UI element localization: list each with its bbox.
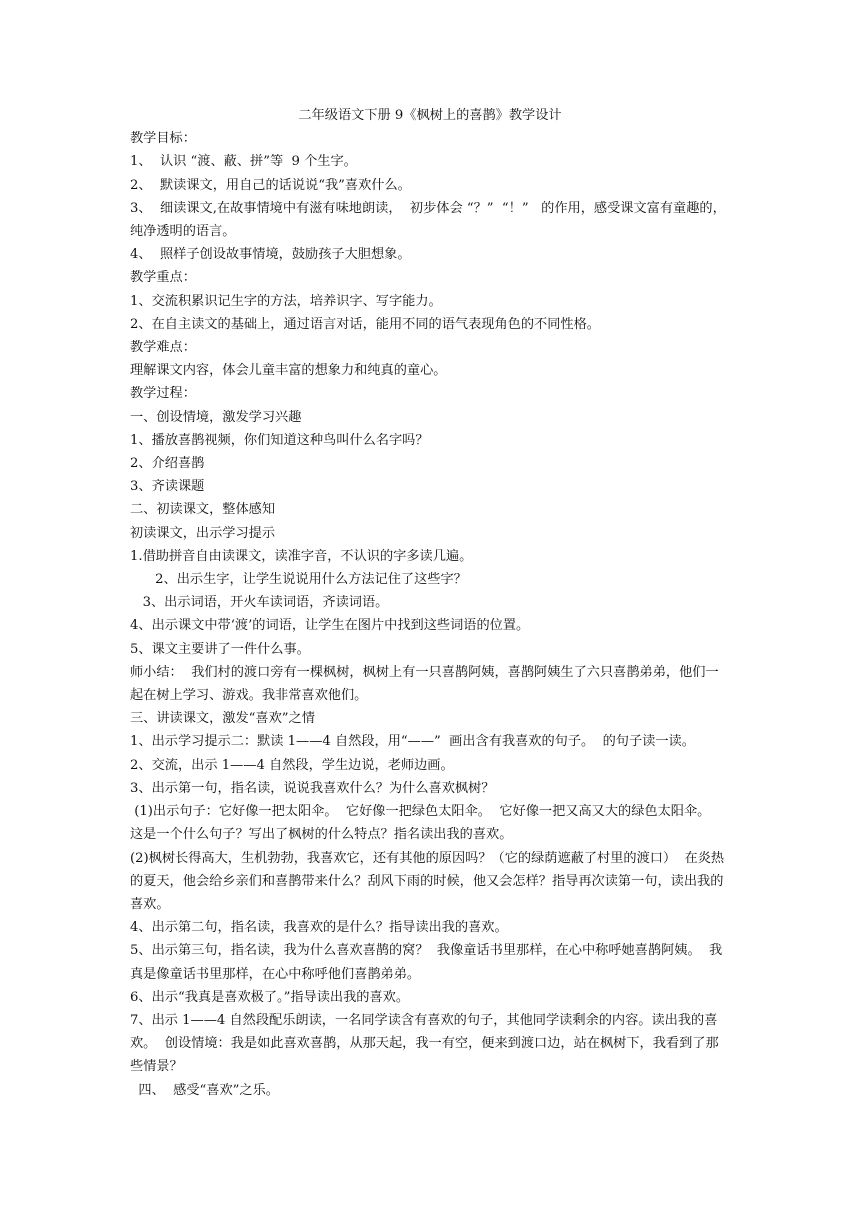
text-line: 1、交流积累识记生字的方法，培养识字、写字能力。: [130, 293, 442, 309]
text-line: 3、出示第一句，指名读，说说我喜欢什么？为什么喜欢枫树？: [130, 780, 495, 796]
text-line: 三、讲读课文，激发“喜欢”之情: [130, 711, 315, 727]
text-line: 4、 照样子创设故事情境，鼓励孩子大胆想象。: [130, 247, 411, 263]
document-body: [130, 127, 730, 1102]
text-line: 7、出示 1——4 自然段配乐朗读，一名同学读含有喜欢的句子，其他同学读剩余的内容。读出我的喜欢。 创设情境：我是如此喜欢喜鹊，从那天起，我一有空，便来到渡口边，站在枫树下，我看到了那些情景？: [130, 1012, 719, 1075]
text-line: 5、出示第三句，指名读，我为什么喜欢喜鹊的窝？ 我像童话书里那样，在心中称呼她喜鹊阿姨。 我真是像童话书里那样，在心中称呼他们喜鹊弟弟。: [130, 943, 723, 982]
text-line: 1、 认识 “渡、蔽、拼”等 9 个生字。: [130, 154, 357, 170]
text-line: 2、出示生字，让学生说说用什么方法记住了这些字？: [130, 572, 467, 588]
text-line: 3、出示词语，开火车读词语，齐读词语。: [130, 595, 389, 611]
text-line: 二、初读课文，整体感知: [130, 502, 276, 518]
text-line: (1)出示句子：它好像一把太阳伞。 它好像一把绿色太阳伞。 它好像一把又高又大的绿色太阳伞。 这是一个什么句子？写出了枫树的什么特点？指名读出我的喜欢。: [130, 804, 719, 843]
text-line: 1、播放喜鹊视频，你们知道这种鸟叫什么名字吗？: [130, 432, 429, 448]
text-line: 四、 感受“喜欢”之乐。: [130, 1082, 279, 1098]
text-line: 2、 默读课文，用自己的话说说“我”喜欢什么。: [130, 177, 411, 193]
text-line: 4、出示课文中带‘渡’的词语，让学生在图片中找到这些词语的位置。: [130, 618, 530, 634]
text-line: 6、出示“我真是喜欢极了。”指导读出我的喜欢。: [130, 989, 410, 1005]
text-line: 2、在自主读文的基础上，通过语言对话，能用不同的语气表现角色的不同性格。: [130, 316, 600, 332]
text-line: 5、课文主要讲了一件什么事。: [130, 641, 310, 657]
text-line: 2、介绍喜鹊: [130, 456, 205, 472]
text-line: 师小结： 我们村的渡口旁有一棵枫树，枫树上有一只喜鹊阿姨，喜鹊阿姨生了六只喜鹊弟弟，他们一起在树上学习、游戏。我非常喜欢他们。: [130, 664, 719, 704]
text-line: 2、交流，出示 1——4 自然段，学生边说，老师边画。: [130, 757, 454, 773]
text-line: (2)枫树长得高大，生机勃勃，我喜欢它，还有其他的原因吗？（它的绿荫遮蔽了村里的渡口） 在炎热的夏天，他会给乡亲们和喜鹊带来什么？刮风下雨的时候，他又会怎样？指导再次读第一句，读出我的喜欢。: [130, 850, 725, 912]
text-line: 4、出示第二句，指名读，我喜欢的是什么？指导读出我的喜欢。: [130, 920, 508, 936]
text-line: 1、出示学习提示二：默读 1——4 自然段，用“——” 画出含有我喜欢的句子。 的句子读一读。: [130, 734, 695, 750]
text-line: 3、 细读课文,在故事情境中有滋有味地朗读， 初步体会 “？” “！” 的作用，感受课文富有童趣的，纯净透明的语言。: [130, 200, 726, 240]
text-line: 教学重点：: [130, 270, 196, 286]
document-page: [130, 104, 730, 1102]
text-line: 理解课文内容，体会儿童丰富的想象力和纯真的童心。: [130, 363, 447, 379]
text-line: 3、齐读课题: [130, 479, 205, 495]
text-line: 教学难点：: [130, 340, 196, 356]
text-line: 教学目标：: [130, 131, 196, 147]
document-title: 二年级语文下册 9《枫树上的喜鹊》教学设计: [298, 108, 562, 123]
text-line: 一、创设情境，激发学习兴趣: [130, 409, 302, 425]
text-line: 教学过程：: [130, 386, 196, 402]
text-line: 初读课文，出示学习提示: [130, 525, 276, 541]
text-line: 1.借助拼音自由读课文，读准字音，不认识的字多读几遍。: [130, 548, 473, 564]
